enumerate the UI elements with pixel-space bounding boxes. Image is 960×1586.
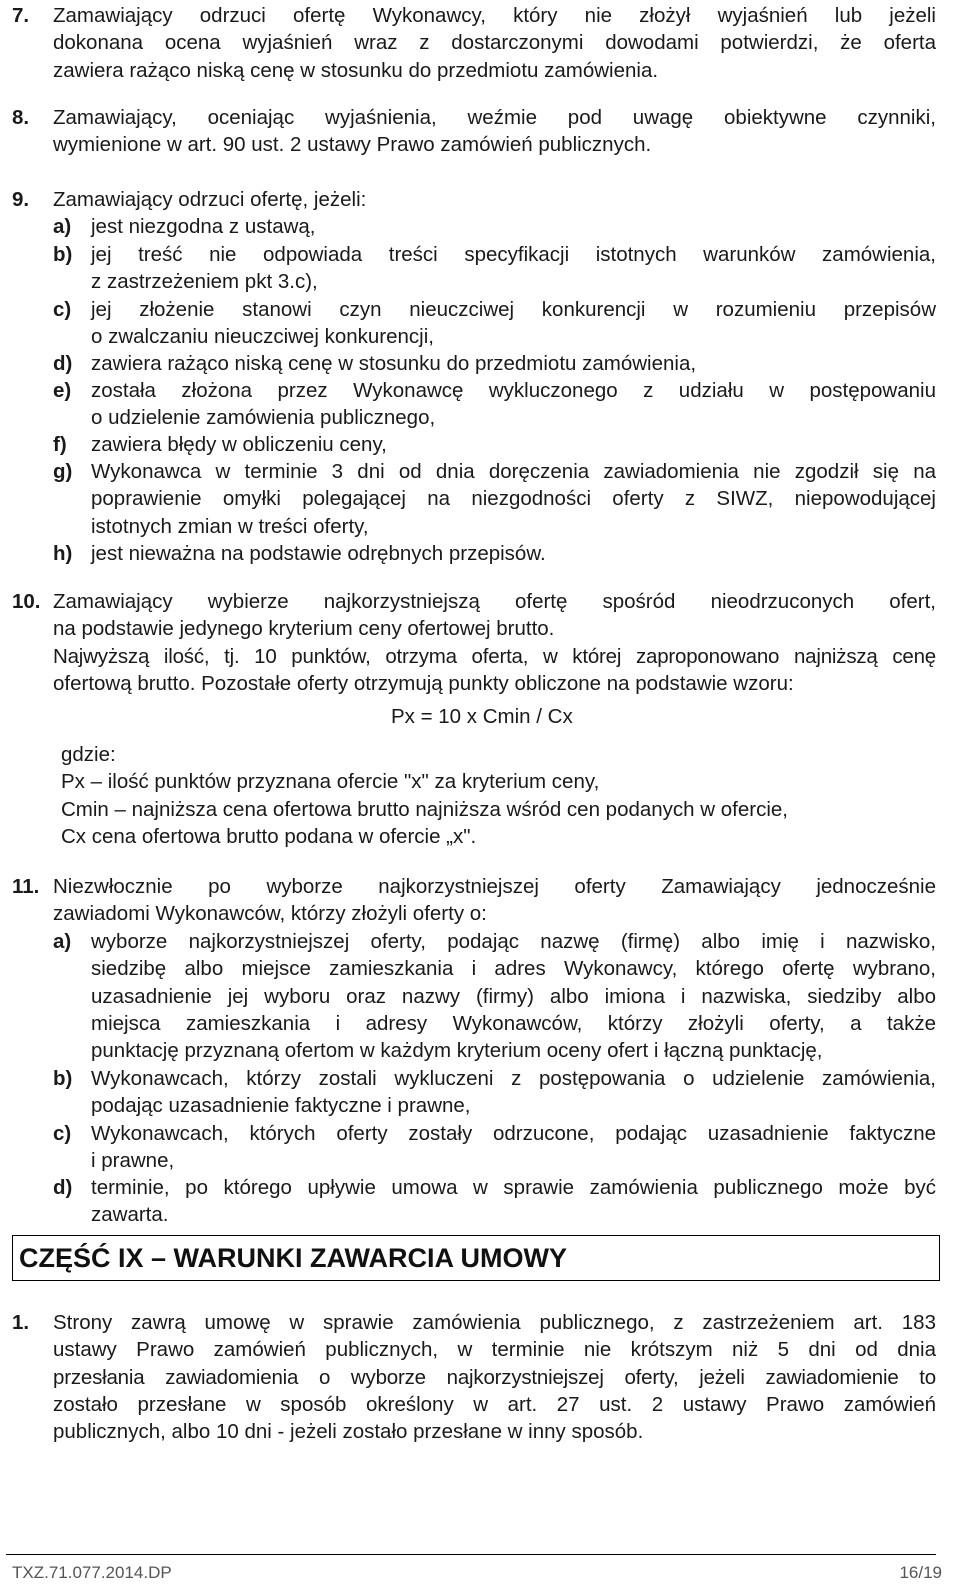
text-line: Najwyższą ilość, tj. 10 punktów, otrzyma oferta, w której zaproponowano najniższą cenę (53, 644, 936, 668)
item-letter-b: b) (53, 1067, 73, 1090)
text-line: siedzibę albo miejsce zamieszkania i adres Wykonawcy, którego ofertę wybrano, (91, 957, 936, 981)
text-line: wyborze najkorzystniejszej oferty, podając nazwę (firmę) albo imię i nazwisko, (91, 930, 936, 953)
text-line: zawarta. (91, 1203, 169, 1227)
item-letter-c: c) (53, 1122, 72, 1145)
item-letter-e: e) (53, 379, 72, 402)
text-line: o udzielenie zamówienia publicznego, (91, 406, 436, 430)
footer-divider (6, 1554, 936, 1555)
item-9b (91, 241, 936, 296)
section-heading: CZĘŚĆ IX – WARUNKI ZAWARCIA UMOWY (12, 1235, 940, 1281)
score-formula: Px = 10 x Cmin / Cx (391, 705, 573, 728)
text-line: jest nieważna na podstawie odrębnych przepisów. (91, 542, 546, 565)
item-letter-g: g) (53, 460, 73, 483)
text-line: Niezwłocznie po wyborze najkorzystniejszej oferty Zamawiający jednocześnie (53, 875, 936, 898)
text-line: z zastrzeżeniem pkt 3.c), (91, 270, 318, 294)
text-line: Zamawiający, oceniając wyjaśnienia, weźmie pod uwagę obiektywne czynniki, (53, 106, 936, 129)
paragraph-7 (53, 2, 936, 84)
text-line: terminie, po którego upływie umowa w sprawie zamówienia publicznego może być (91, 1176, 936, 1199)
text-line: Strony zawrą umowę w sprawie zamówienia publicznego, z zastrzeżeniem art. 183 (53, 1311, 936, 1334)
item-9f (91, 431, 936, 458)
text-line: Wykonawcach, którzy zostali wykluczeni z postępowania o udzielenie zamówienia, (91, 1067, 936, 1090)
item-9d (91, 350, 936, 377)
text-line: wymienione w art. 90 ust. 2 ustawy Prawo zamówień publicznych. (53, 133, 652, 157)
item-11c (91, 1120, 936, 1175)
text-line: jest niezgodna z ustawą, (91, 215, 316, 238)
text-line: podając uzasadnienie faktyczne i prawne, (91, 1094, 471, 1118)
item-number-11: 11. (12, 875, 40, 898)
item-letter-b: b) (53, 243, 73, 266)
section-paragraph-1 (53, 1309, 936, 1445)
legend-where-label: gdzie: (61, 743, 116, 766)
paragraph-10 (53, 588, 936, 697)
formula-legend (61, 741, 921, 850)
text-line: jej treść nie odpowiada treści specyfikacji istotnych warunków zamówienia, (91, 243, 936, 266)
item-letter-a: a) (53, 930, 72, 953)
text-line: przesłania zawiadomienia o wyborze najkorzystniejszej oferty, jeżeli zawiadomienie to (53, 1365, 936, 1389)
text-line: zawiera rażąco niską cenę w stosunku do przedmiotu zamówienia. (53, 58, 659, 82)
paragraph-8 (53, 104, 936, 159)
item-9h (91, 540, 936, 567)
text-line: miejsca zamieszkania i adresy Wykonawców, którzy złożyli oferty, a także (91, 1011, 936, 1035)
item-9g (91, 458, 936, 540)
text-line: poprawienie omyłki polegającej na niezgodności oferty z SIWZ, niepowodującej (91, 487, 936, 511)
text-line: Wykonawca w terminie 3 dni od dnia doręczenia zawiadomienia nie zgodził się na (91, 460, 936, 483)
text-line: uzasadnienie jej wyboru oraz nazwy (firmy) albo imiona i nazwiska, siedziby albo (91, 984, 936, 1008)
text-line: publicznych, albo 10 dni - jeżeli zostało przesłane w inny sposób. (53, 1420, 644, 1444)
footer-document-id: TXZ.71.077.2014.DP (12, 1563, 172, 1582)
item-letter-d: d) (53, 352, 73, 375)
paragraph-9-intro: Zamawiający odrzuci ofertę, jeżeli: (53, 188, 367, 211)
item-11a (91, 928, 936, 1064)
item-letter-h: h) (53, 542, 73, 565)
text-line: zawiera rażąco niską cenę w stosunku do przedmiotu zamówienia, (91, 352, 697, 375)
item-number-10: 10. (12, 590, 41, 613)
item-number-8: 8. (12, 106, 30, 129)
paragraph-11-cont (53, 900, 936, 927)
text-line: i prawne, (91, 1149, 175, 1173)
text-line: jej złożenie stanowi czyn nieuczciwej konkurencji w rozumieniu przepisów (91, 298, 936, 321)
text-line: ustawy Prawo zamówień publicznych, w terminie nie krótszym niż 5 dni od dnia (53, 1338, 936, 1362)
text-line: dokonana ocena wyjaśnień wraz z dostarczonymi dowodami potwierdzi, że oferta (53, 31, 936, 55)
text-line: Zamawiający wybierze najkorzystniejszą ofertę spośród nieodrzuconych ofert, (53, 590, 936, 613)
text-line: istotnych zmian w treści oferty, (91, 514, 369, 538)
text-line: Zamawiający odrzuci ofertę Wykonawcy, który nie złożył wyjaśnień lub jeżeli (53, 4, 936, 27)
item-11b (91, 1065, 936, 1120)
text-line: Wykonawcach, których oferty zostały odrzucone, podając uzasadnienie faktyczne (91, 1122, 936, 1145)
item-number-9: 9. (12, 188, 30, 211)
item-letter-a: a) (53, 215, 72, 238)
item-9e (91, 377, 936, 432)
paragraph-11 (53, 873, 936, 900)
text-line: została złożona przez Wykonawcę wykluczonego z udziału w postępowaniu (91, 379, 936, 402)
legend-px: Px – ilość punktów przyznana ofercie "x" za kryterium ceny, (61, 770, 600, 794)
legend-cmin: Cmin – najniższa cena ofertowa brutto najniższa wśród cen podanych w ofercie, (61, 797, 788, 821)
section-item-number-1: 1. (12, 1311, 30, 1334)
text-line: ofertową brutto. Pozostałe oferty otrzymują punkty obliczone na podstawie wzoru: (53, 671, 794, 695)
text-line: zawiadomi Wykonawców, którzy złożyli oferty o: (53, 902, 487, 925)
footer-page-number: 16/19 (899, 1563, 942, 1582)
text-line: zostało przesłane w sposób określony w art. 27 ust. 2 ustawy Prawo zamówień (53, 1392, 936, 1416)
item-9c (91, 296, 936, 351)
item-letter-c: c) (53, 298, 72, 321)
text-line: zawiera błędy w obliczeniu ceny, (91, 433, 387, 456)
item-number-7: 7. (12, 4, 30, 27)
text-line: na podstawie jedynego kryterium ceny ofertowej brutto. (53, 617, 555, 641)
text-line: o zwalczaniu nieuczciwej konkurencji, (91, 325, 434, 349)
legend-cx: Cx cena ofertowa brutto podana w ofercie „x". (61, 824, 477, 848)
item-9a (91, 213, 936, 240)
item-letter-f: f) (53, 433, 67, 456)
text-line: punktację przyznaną ofertom w każdym kryterium oceny ofert i łączną punktację, (91, 1039, 823, 1063)
item-letter-d: d) (53, 1176, 73, 1199)
item-11d (91, 1174, 936, 1229)
